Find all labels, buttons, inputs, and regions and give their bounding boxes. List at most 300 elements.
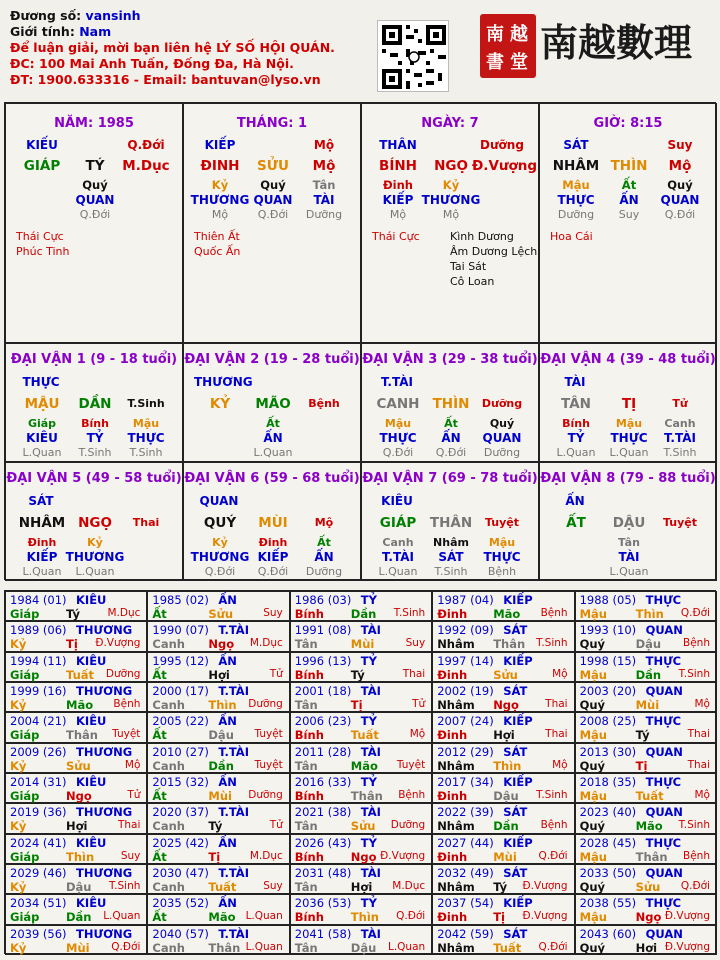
hidden-stage: L.Quan [609,565,649,578]
hidden-god: KIÊU [26,431,58,445]
pillar-cell: Mộ [312,158,336,174]
year-cell [147,652,289,682]
year-cell [5,834,147,864]
dai-van-god: KIÊU [381,494,413,508]
hidden-god: THỰC [610,431,648,445]
hidden-stem: Đinh [258,536,288,549]
year-god: ẤN [218,653,237,668]
year-stem: Kỷ [10,637,27,652]
year-stem: Tân [294,819,318,834]
pillar-3 [361,103,539,343]
year-cell [5,682,147,712]
year-branch: Ngọ [350,849,377,864]
pillar-cell: QUAN [660,193,700,207]
hidden-stage: L.Quan [556,446,596,459]
year-stem: Kỷ [10,698,27,712]
year-god: KIẾP [503,896,533,911]
year-god: ẤN [218,775,237,789]
year-god: KIẾP [503,835,533,850]
year-cell [290,803,432,833]
year-label: 2025 (42) [152,835,209,850]
year-stem: Canh [152,637,185,652]
year-stage: Bệnh [540,819,568,832]
dai-van-branch: MÙI [258,515,288,531]
hidden-god: T.TÀI [664,431,696,445]
year-label: 2001 (18) [294,684,352,698]
year-stage: Thai [545,698,568,710]
year-god: T.TÀI [218,926,249,941]
dai-van-6 [183,462,361,581]
year-label: 2010 (27) [152,744,209,759]
year-stage: Thai [545,728,568,741]
year-stem: Mậu [579,728,607,743]
year-stage: Suy [263,880,283,892]
year-god: ẤN [218,896,237,911]
year-stage: Thai [117,819,141,832]
year-stem: Đinh [437,607,468,621]
dai-van-stem: GIÁP [379,515,417,531]
year-stage: Bệnh [683,637,710,650]
year-stem: Đinh [437,849,468,864]
year-god: SÁT [503,684,528,698]
year-label: 2013 (30) [579,744,637,759]
qr-code[interactable] [377,20,449,92]
year-branch: Mão [66,698,94,712]
year-cell [432,743,574,773]
year-branch: Thìn [350,910,379,925]
year-stem: Quý [579,758,606,773]
year-stem: Kỷ [10,758,27,773]
year-stem: Tân [294,637,318,652]
year-cell [432,682,574,712]
dai-van-stage: Dưỡng [481,397,523,410]
year-stage: Q.Đới [680,880,710,892]
year-label: 2043 (60) [579,926,637,941]
year-cell [432,621,574,651]
star-left: Hoa Cái [550,230,593,243]
year-stem: Tân [294,758,318,773]
year-cell [147,834,289,864]
year-branch: Ngọ [66,789,92,803]
year-god: KIÊU [76,593,107,607]
year-label: 2029 (46) [10,866,67,880]
year-label: 1986 (03) [294,593,352,607]
year-god: TỶ [360,835,377,850]
year-branch: Tý [350,667,365,682]
year-label: 2005 (22) [152,714,209,729]
year-cell [575,925,717,955]
dai-van-title: ĐẠI VẬN 5 (49 - 58 tuổi) [6,471,182,486]
hidden-god: T.TÀI [382,550,414,564]
hidden-stage: L.Quan [253,446,293,459]
dai-van-branch: NGỌ [78,515,112,531]
pillar-cell: Mộ [313,138,335,152]
year-stem: Quý [579,637,606,652]
year-god: KIẾP [503,593,533,607]
year-label: 2004 (21) [10,714,67,729]
year-god: TÀI [360,926,381,941]
red-seal-logo: 南 越 書 堂 [480,14,536,78]
year-cell [290,925,432,955]
hidden-stem: Nhâm [433,536,469,549]
dai-van-stage: T.Sinh [127,397,165,410]
pillar-title: GIỜ: 8:15 [593,116,663,131]
year-stage: Đ.Vượng [522,880,568,892]
year-branch: Hợi [350,880,373,894]
pillar-cell: ĐINH [200,158,240,174]
year-stage: Mộ [409,728,426,741]
year-stage: Thai [402,667,426,680]
year-branch: Dần [493,819,519,834]
year-stem: Tân [294,880,318,894]
year-cell [147,682,289,712]
dai-van-5 [5,462,183,581]
dai-van-stem: TÂN [561,396,591,412]
year-stage: M.Dục [392,880,426,892]
pillar-cell: THƯƠNG [421,193,481,207]
year-god: THƯƠNG [76,744,133,759]
dai-van-stage: Mộ [314,516,334,529]
hidden-stem: Ất [266,417,280,430]
year-stage: Đ.Vượng [664,910,710,923]
year-stage: Bệnh [540,607,568,619]
year-branch: Ngọ [635,910,662,925]
dai-van-title: ĐẠI VẬN 6 (59 - 68 tuổi) [184,471,360,486]
year-label: 2024 (41) [10,835,67,850]
pillar-cell: Quý [82,178,108,192]
year-cell [290,834,432,864]
year-god: QUAN [645,926,683,941]
hidden-stem: Canh [382,536,414,549]
hidden-god: THỰC [127,431,165,445]
year-stage: Suy [405,637,426,650]
year-label: 2022 (39) [437,805,494,820]
year-god: THỰC [645,593,682,607]
hidden-god: THỰC [379,431,417,445]
annual-years-table [4,590,716,954]
hidden-stage: Q.Đới [257,565,289,578]
dai-van-stem: MẬU [24,396,60,412]
pillar-cell: Mậu [562,178,590,192]
pillar-cell: M.Dục [122,158,170,174]
pillar-cell: Quý [260,178,286,192]
year-label: 2031 (48) [294,866,352,880]
year-label: 2038 (55) [579,896,637,911]
year-label: 2000 (17) [152,684,209,698]
pillar-2 [183,103,361,343]
year-label: 1998 (15) [579,653,637,668]
pillar-cell: Dưỡng [480,138,524,152]
year-cell [432,864,574,894]
year-branch: Hợi [493,728,515,743]
pillar-cell: Mộ [211,208,229,221]
pillar-cell: Đ.Vượng [472,158,538,174]
year-branch: Tý [493,880,508,894]
year-stage: T.Sinh [393,607,426,619]
year-stem: Mậu [579,667,607,682]
hidden-god: ẤN [314,550,334,564]
pillar-cell: Q.Đới [127,138,165,152]
year-branch: Tị [66,637,78,652]
year-stage: L.Quan [245,910,283,923]
dai-van-stem: NHÂM [18,515,66,531]
year-cell [147,894,289,924]
year-branch: Mùi [635,698,660,712]
year-god: TÀI [360,623,381,638]
hidden-stem: Bính [81,417,109,430]
dai-van-title: ĐẠI VẬN 1 (9 - 18 tuổi) [10,352,178,367]
year-cell [147,803,289,833]
year-cell [432,803,574,833]
year-stem: Ất [152,849,167,864]
year-god: QUAN [645,623,683,638]
hidden-stem: Kỷ [212,536,228,549]
year-stem: Canh [152,698,185,712]
star-left: Thái Cực [16,230,64,243]
year-branch: Tuất [350,728,379,743]
year-cell [290,773,432,803]
dai-van-stage: Bệnh [308,397,340,410]
year-label: 1989 (06) [10,623,67,638]
year-stage: Mộ [552,758,568,771]
year-stage: Tuyệt [396,758,426,771]
year-stage: M.Dục [249,637,283,650]
year-cell [432,652,574,682]
year-god: THƯƠNG [76,684,133,698]
year-branch: Dần [66,910,92,925]
hidden-stage: Q.Đới [382,446,414,459]
dai-van-god: TÀI [564,375,586,389]
chart-grid [4,102,716,580]
year-stage: Đ.Vượng [380,849,426,862]
year-label: 1992 (09) [437,623,494,638]
year-label: 2027 (44) [437,835,494,850]
hidden-god: ẤN [441,431,461,445]
year-stage: T.Sinh [536,789,568,801]
year-cell [290,682,432,712]
year-branch: Mùi [493,849,517,864]
year-label: 2009 (26) [10,744,67,759]
hidden-god: ẤN [263,431,283,445]
year-stage: Dưỡng [248,698,283,710]
star-right: Kình Dương [450,230,514,243]
pillar-cell: Mộ [442,208,460,221]
year-cell [575,773,717,803]
year-stem: Canh [152,940,185,955]
year-label: 2018 (35) [579,775,637,789]
year-branch: Thìn [635,607,664,621]
year-cell [5,894,147,924]
pillar-cell: KIẾP [204,138,236,152]
pillar-cell: Suy [618,208,640,221]
pillar-cell: Kỷ [442,178,460,192]
year-branch: Mão [635,819,663,834]
year-label: 1997 (14) [437,653,494,668]
year-god: SÁT [503,623,528,638]
year-label: 2040 (57) [152,926,209,941]
hidden-stem: Bính [562,417,590,430]
pillar-cell: Kỷ [211,178,229,192]
year-god: THỰC [645,835,682,850]
year-branch: Tị [493,910,505,925]
year-label: 2041 (58) [294,926,352,941]
year-stage: Dưỡng [105,667,141,680]
year-cell [5,652,147,682]
year-branch: Dậu [493,789,519,803]
dai-van-god: THƯƠNG [194,375,253,389]
year-god: ẤN [218,835,237,850]
year-label: 2014 (31) [10,775,67,789]
year-branch: Sửu [635,880,661,894]
year-label: 2006 (23) [294,714,352,729]
pillar-cell: KIẾP [382,193,414,207]
year-label: 1984 (01) [10,593,67,607]
year-god: TỶ [360,775,377,789]
hidden-stage: Bệnh [487,565,517,578]
hidden-stage: Q.Đới [204,565,236,578]
year-cell [5,925,147,955]
year-branch: Mão [208,910,236,925]
year-stem: Quý [579,880,606,894]
pillar-cell: Quý [667,178,693,192]
hidden-stem: Canh [664,417,696,430]
dai-van-branch: DẬU [612,515,646,531]
year-branch: Thân [208,940,241,955]
year-stage: Tuyệt [254,728,283,741]
year-god: T.TÀI [218,866,249,880]
hidden-stem: Kỷ [87,536,103,549]
year-cell [5,773,147,803]
dai-van-stem: CANH [376,396,420,412]
dai-van-stage: Tuyệt [484,516,519,529]
pillar-cell: Q.Đới [79,208,111,221]
year-label: 1987 (04) [437,593,494,607]
year-cell [290,743,432,773]
hidden-stem: Mậu [488,536,516,549]
year-stage: Tử [412,698,426,710]
year-stem: Bính [294,910,324,925]
year-god: TÀI [360,866,381,880]
year-cell [575,743,717,773]
year-cell [5,621,147,651]
hidden-god: THƯƠNG [65,550,125,564]
year-stem: Giáp [10,728,40,743]
year-branch: Dậu [208,728,234,743]
dai-van-1 [5,343,183,462]
pillar-cell: Q.Đới [257,208,289,221]
year-branch: Mùi [66,940,90,955]
year-god: TỶ [360,653,377,668]
year-stem: Giáp [10,667,40,682]
hidden-stage: L.Quan [378,565,418,578]
year-cell [432,591,574,621]
year-label: 2042 (59) [437,926,494,941]
year-label: 1994 (11) [10,653,67,668]
year-branch: Tuất [635,789,664,803]
hidden-stem: Mậu [132,417,160,430]
year-stem: Ất [152,789,167,803]
year-god: THỰC [645,653,682,668]
hidden-god: TỶ [86,431,104,445]
year-stage: Mộ [694,789,710,801]
year-stage: Tuyệt [112,728,141,741]
dai-van-stem: QUÝ [203,515,237,531]
year-stage: T.Sinh [678,667,710,680]
year-god: THƯƠNG [76,623,133,638]
year-cell [147,864,289,894]
year-god: T.TÀI [218,623,249,638]
hidden-stage: T.Sinh [663,446,697,459]
year-stage: L.Quan [387,940,426,953]
year-god: TÀI [360,744,381,759]
star-left: Phúc Tinh [16,245,70,258]
year-stage: Tử [269,819,283,832]
pillar-cell: Dưỡng [557,208,595,221]
year-cell [147,743,289,773]
year-branch: Dậu [350,940,377,955]
dai-van-stem: KỶ [209,396,231,412]
hidden-stem: Đinh [27,536,57,549]
dai-van-god: THỰC [22,375,60,389]
year-stage: Q.Đới [396,910,426,923]
year-stem: Kỷ [10,940,27,955]
year-cell [5,743,147,773]
dai-van-stage: Tử [672,397,688,410]
year-stage: Suy [120,849,141,862]
year-label: 1995 (12) [152,653,209,668]
dai-van-branch: MÃO [255,396,291,412]
year-stem: Mậu [579,607,607,621]
year-stem: Mậu [579,789,607,803]
pillar-4 [539,103,717,343]
year-label: 2020 (37) [152,805,209,820]
year-god: SÁT [503,805,528,820]
year-stage: Tử [127,789,141,801]
year-cell [290,591,432,621]
year-god: T.TÀI [218,684,249,698]
dai-van-branch: THÂN [429,515,473,531]
year-stem: Nhâm [437,698,475,712]
year-god: THƯƠNG [76,926,133,941]
year-stage: Q.Đới [680,607,710,619]
year-stem: Giáp [10,849,40,864]
year-branch: Dần [635,667,662,682]
year-stage: Mộ [552,667,568,680]
year-branch: Mùi [350,637,375,652]
dai-van-branch: THÌN [432,396,470,412]
year-branch: Tuất [66,667,95,682]
year-branch: Sửu [208,607,234,621]
contact-line-1: Để luận giải, mời bạn liên hệ LÝ SỐ HỘI QUÁN. [10,40,335,55]
year-label: 2023 (40) [579,805,637,820]
dai-van-title: ĐẠI VẬN 3 (29 - 38 tuổi) [362,352,538,367]
header-info [10,8,370,88]
star-right: Cô Loan [450,275,495,288]
year-stem: Bính [294,667,324,682]
year-branch: Hợi [66,819,88,834]
gender-line: Giới tính: Nam [10,24,112,39]
year-stem: Đinh [437,789,468,803]
year-stem: Đinh [437,728,468,743]
year-branch: Thìn [493,758,522,773]
year-god: THƯƠNG [76,866,133,880]
year-branch: Sửu [350,819,376,834]
year-branch: Thân [66,728,98,743]
year-stage: Bệnh [113,698,141,710]
year-god: KIẾP [503,653,533,668]
year-stem: Ất [152,607,167,621]
pillar-cell: TÝ [85,158,105,174]
